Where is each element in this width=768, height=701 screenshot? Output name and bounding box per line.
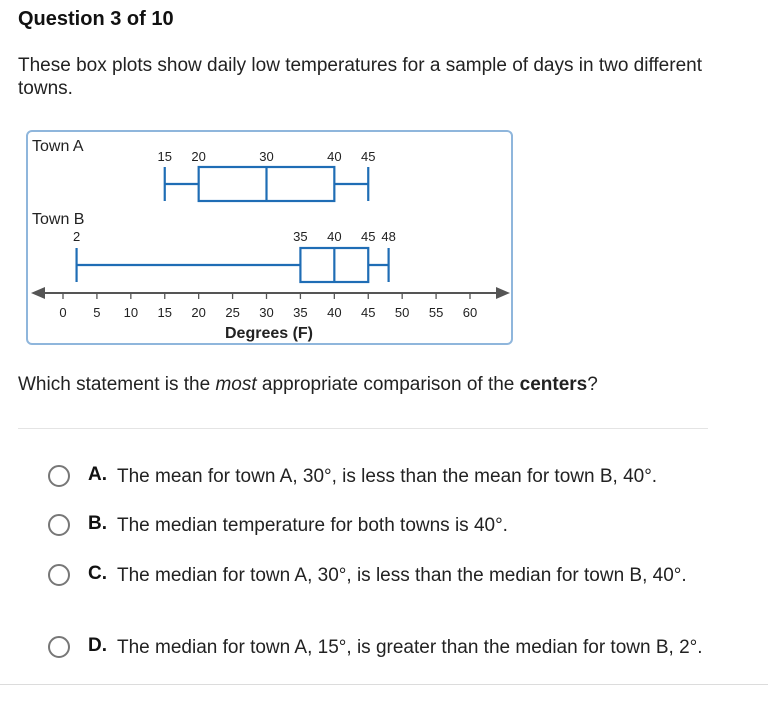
- x-tick-label-40: 40: [327, 305, 342, 320]
- question-stem: [18, 374, 598, 396]
- x-tick-label-25: 25: [225, 305, 240, 320]
- radio-button-icon[interactable]: [48, 465, 70, 487]
- value-label-town-b-4: 48: [381, 229, 396, 244]
- question-text-emphasis: most: [215, 374, 257, 395]
- radio-button-icon[interactable]: [48, 514, 70, 536]
- x-tick-label-60: 60: [462, 305, 478, 320]
- x-tick-label-5: 5: [93, 305, 101, 320]
- value-label-town-b-1: 35: [293, 229, 308, 244]
- choice-a-text: The mean for town A, 30°, is less than the mean for town B, 40°.: [117, 466, 658, 487]
- value-label-town-a-3: 40: [327, 149, 342, 164]
- x-tick-label-55: 55: [428, 305, 444, 320]
- choice-b-label: B.: [88, 513, 107, 534]
- choice-d-label: D.: [88, 635, 107, 656]
- value-label-town-a-4: 45: [361, 149, 376, 164]
- radio-button-icon[interactable]: [48, 636, 70, 658]
- question-text-strong: centers: [519, 374, 588, 395]
- x-tick-label-35: 35: [293, 305, 308, 320]
- x-tick-label-45: 45: [361, 305, 376, 320]
- value-label-town-a-2: 30: [259, 149, 274, 164]
- choice-c-text: The median for town A, 30°, is less than the median for town B, 40°.: [117, 565, 687, 586]
- box-plot-chart: [28, 132, 515, 347]
- question-text-pre: Which statement is the: [18, 374, 216, 395]
- x-tick-label-30: 30: [259, 305, 274, 320]
- question-text-post: ?: [587, 374, 598, 395]
- value-label-town-a-0: 15: [157, 149, 172, 164]
- x-tick-label-0: 0: [59, 305, 67, 320]
- x-tick-label-20: 20: [191, 305, 206, 320]
- value-label-town-b-0: 2: [72, 229, 81, 244]
- series-title-town-a: Town A: [32, 138, 84, 155]
- divider: [18, 428, 708, 429]
- footer-divider: [0, 684, 768, 685]
- x-axis-arrow-left-icon: [31, 287, 45, 299]
- question-counter: Question 3 of 10: [18, 8, 174, 30]
- x-tick-label-15: 15: [157, 305, 172, 320]
- question-prompt: These box plots show daily low temperatures for a sample of days in two different towns.: [18, 55, 702, 99]
- choice-b-text: The median temperature for both towns is 40°.: [117, 515, 508, 536]
- question-text-mid: appropriate comparison of the: [256, 374, 520, 395]
- box-plot-figure: [26, 130, 513, 345]
- choice-c-label: C.: [88, 563, 107, 584]
- choice-d-text: The median for town A, 15°, is greater than the median for town B, 2°.: [117, 637, 703, 658]
- value-label-town-b-3: 45: [361, 229, 376, 244]
- x-axis-arrow-right-icon: [496, 287, 510, 299]
- x-tick-label-10: 10: [123, 305, 139, 320]
- value-label-town-a-1: 20: [191, 149, 206, 164]
- series-title-town-b: Town B: [32, 211, 85, 228]
- choice-a-label: A.: [88, 464, 107, 485]
- x-axis-title: Degrees (F): [224, 325, 314, 342]
- value-label-town-b-2: 40: [327, 229, 342, 244]
- x-tick-label-50: 50: [394, 305, 410, 320]
- radio-button-icon[interactable]: [48, 564, 70, 586]
